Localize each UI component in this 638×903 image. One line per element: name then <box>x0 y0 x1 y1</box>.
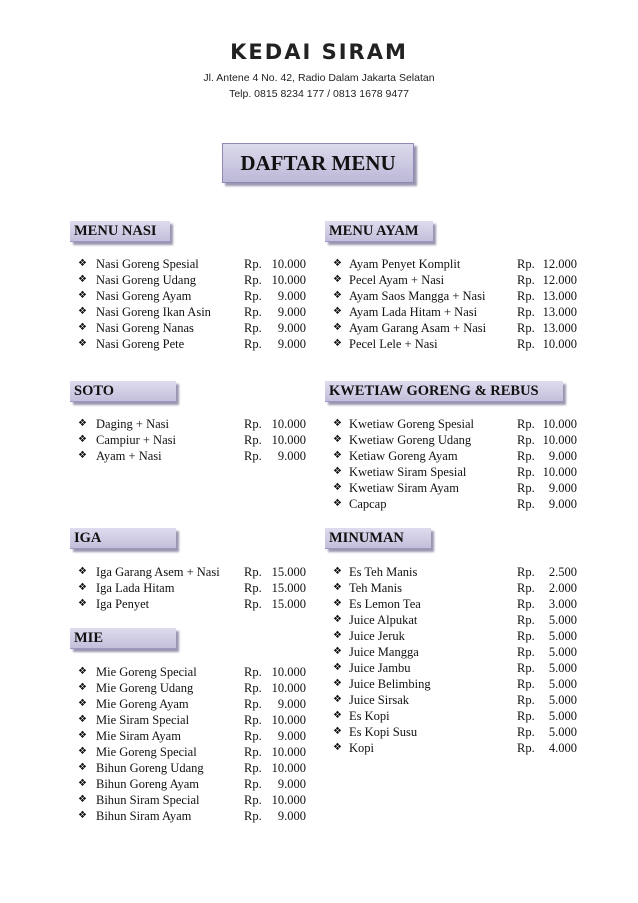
menu-item <box>78 256 306 272</box>
item-name: Juice Jambu <box>349 661 411 675</box>
restaurant-name: KEDAI SIRAM <box>230 40 408 64</box>
menu-item <box>78 680 306 696</box>
currency-label: Rp. <box>517 433 535 447</box>
item-name: Nasi Goreng Udang <box>96 273 196 287</box>
item-name: Juice Mangga <box>349 645 419 659</box>
menu-item <box>78 448 306 464</box>
menu-item <box>333 692 577 708</box>
item-name: Teh Manis <box>349 581 402 595</box>
currency-label: Rp. <box>244 713 262 727</box>
currency-label: Rp. <box>244 729 262 743</box>
item-name: Nasi Goreng Spesial <box>96 257 199 271</box>
item-price: 10.000 <box>542 433 577 447</box>
menu-item <box>78 416 306 432</box>
bullet-icon: ❖ <box>78 794 87 805</box>
currency-label: Rp. <box>244 289 262 303</box>
menu-item <box>78 288 306 304</box>
item-price: 15.000 <box>271 565 306 579</box>
menu-item <box>78 580 306 596</box>
item-name: Nasi Goreng Pete <box>96 337 185 351</box>
item-price: 9.000 <box>548 481 577 495</box>
item-price: 10.000 <box>271 761 306 775</box>
bullet-icon: ❖ <box>78 290 87 301</box>
bullet-icon: ❖ <box>78 746 87 757</box>
item-price: 10.000 <box>542 417 577 431</box>
item-price: 2.500 <box>548 565 577 579</box>
menu-item <box>78 272 306 288</box>
bullet-icon: ❖ <box>78 258 87 269</box>
item-price: 5.000 <box>548 661 577 675</box>
item-price: 2.000 <box>548 581 577 595</box>
bullet-icon: ❖ <box>78 698 87 709</box>
iga-list <box>78 564 306 612</box>
item-name: Ayam Penyet Komplit <box>349 257 461 271</box>
bullet-icon: ❖ <box>78 666 87 677</box>
bullet-icon: ❖ <box>333 662 342 673</box>
item-price: 10.000 <box>271 417 306 431</box>
menu-item <box>333 564 577 580</box>
item-name: Mie Siram Ayam <box>96 729 181 743</box>
currency-label: Rp. <box>244 809 262 823</box>
bullet-icon: ❖ <box>333 306 342 317</box>
phone-line: Telp. 0815 8234 177 / 0813 1678 9477 <box>229 88 409 100</box>
item-name: Juice Belimbing <box>349 677 431 691</box>
bullet-icon: ❖ <box>78 730 87 741</box>
item-price: 9.000 <box>277 305 306 319</box>
menu-item <box>78 760 306 776</box>
menu-item <box>333 448 577 464</box>
currency-label: Rp. <box>244 449 262 463</box>
item-name: Mie Goreng Special <box>96 745 197 759</box>
menu-item <box>78 596 306 612</box>
currency-label: Rp. <box>517 565 535 579</box>
item-name: Nasi Goreng Ikan Asin <box>96 305 211 319</box>
currency-label: Rp. <box>517 465 535 479</box>
bullet-icon: ❖ <box>333 482 342 493</box>
item-name: Mie Goreng Ayam <box>96 697 189 711</box>
menu-title-banner: DAFTAR MENU <box>222 143 414 183</box>
bullet-icon: ❖ <box>333 614 342 625</box>
item-price: 5.000 <box>548 725 577 739</box>
bullet-icon: ❖ <box>333 434 342 445</box>
item-price: 9.000 <box>277 337 306 351</box>
item-price: 10.000 <box>271 793 306 807</box>
currency-label: Rp. <box>517 597 535 611</box>
currency-label: Rp. <box>244 337 262 351</box>
currency-label: Rp. <box>517 337 535 351</box>
menu-item <box>333 256 577 272</box>
item-price: 3.000 <box>548 597 577 611</box>
menu-item <box>333 272 577 288</box>
menu-item <box>333 628 577 644</box>
menu-item <box>333 708 577 724</box>
currency-label: Rp. <box>244 433 262 447</box>
item-name: Campiur + Nasi <box>96 433 176 447</box>
soto-list <box>78 416 306 464</box>
bullet-icon: ❖ <box>78 322 87 333</box>
item-name: Juice Sirsak <box>349 693 410 707</box>
currency-label: Rp. <box>517 273 535 287</box>
item-price: 13.000 <box>542 305 577 319</box>
item-price: 10.000 <box>542 465 577 479</box>
item-name: Kwetiaw Goreng Udang <box>349 433 472 447</box>
bullet-icon: ❖ <box>333 582 342 593</box>
item-price: 5.000 <box>548 677 577 691</box>
mie-list <box>78 664 306 824</box>
menu-item <box>78 432 306 448</box>
item-price: 15.000 <box>271 581 306 595</box>
item-price: 5.000 <box>548 645 577 659</box>
menu-item <box>333 612 577 628</box>
bullet-icon: ❖ <box>333 726 342 737</box>
menu-item <box>78 304 306 320</box>
currency-label: Rp. <box>517 629 535 643</box>
currency-label: Rp. <box>244 665 262 679</box>
item-name: Kwetiaw Siram Ayam <box>349 481 459 495</box>
bullet-icon: ❖ <box>333 742 342 753</box>
bullet-icon: ❖ <box>333 598 342 609</box>
item-name: Nasi Goreng Ayam <box>96 289 192 303</box>
item-name: Bihun Goreng Udang <box>96 761 204 775</box>
menu-item <box>78 792 306 808</box>
bullet-icon: ❖ <box>78 762 87 773</box>
item-name: Bihun Siram Ayam <box>96 809 192 823</box>
currency-label: Rp. <box>517 661 535 675</box>
item-name: Kopi <box>349 741 374 755</box>
currency-label: Rp. <box>244 761 262 775</box>
bullet-icon: ❖ <box>333 646 342 657</box>
menu-item <box>333 416 577 432</box>
item-name: Daging + Nasi <box>96 417 170 431</box>
currency-label: Rp. <box>517 693 535 707</box>
item-name: Juice Jeruk <box>349 629 405 643</box>
bullet-icon: ❖ <box>78 274 87 285</box>
bullet-icon: ❖ <box>78 714 87 725</box>
item-name: Mie Goreng Special <box>96 665 197 679</box>
item-name: Es Lemon Tea <box>349 597 421 611</box>
menu-nasi-list <box>78 256 306 352</box>
section-header-menu-ayam: MENU AYAM <box>325 221 433 242</box>
currency-label: Rp. <box>244 273 262 287</box>
item-price: 10.000 <box>271 713 306 727</box>
item-name: Es Teh Manis <box>349 565 418 579</box>
menu-item <box>333 336 577 352</box>
bullet-icon: ❖ <box>333 450 342 461</box>
item-price: 5.000 <box>548 709 577 723</box>
menu-item <box>78 664 306 680</box>
currency-label: Rp. <box>244 681 262 695</box>
item-price: 5.000 <box>548 629 577 643</box>
minuman-list <box>333 564 577 756</box>
bullet-icon: ❖ <box>333 566 342 577</box>
item-name: Iga Garang Asem + Nasi <box>96 565 220 579</box>
currency-label: Rp. <box>517 305 535 319</box>
currency-label: Rp. <box>244 257 262 271</box>
currency-label: Rp. <box>517 581 535 595</box>
item-name: Iga Penyet <box>96 597 150 611</box>
item-price: 9.000 <box>277 289 306 303</box>
menu-item <box>333 464 577 480</box>
item-name: Es Kopi <box>349 709 390 723</box>
item-price: 10.000 <box>542 337 577 351</box>
item-price: 4.000 <box>548 741 577 755</box>
item-price: 12.000 <box>542 273 577 287</box>
item-name: Bihun Siram Special <box>96 793 200 807</box>
item-price: 13.000 <box>542 289 577 303</box>
bullet-icon: ❖ <box>78 810 87 821</box>
section-header-minuman: MINUMAN <box>325 528 431 549</box>
menu-item <box>333 432 577 448</box>
bullet-icon: ❖ <box>78 306 87 317</box>
menu-item <box>78 744 306 760</box>
item-price: 10.000 <box>271 665 306 679</box>
currency-label: Rp. <box>517 497 535 511</box>
bullet-icon: ❖ <box>78 598 87 609</box>
menu-item <box>78 712 306 728</box>
menu-item <box>78 320 306 336</box>
currency-label: Rp. <box>517 645 535 659</box>
currency-label: Rp. <box>517 321 535 335</box>
currency-label: Rp. <box>517 677 535 691</box>
item-name: Pecel Lele + Nasi <box>349 337 438 351</box>
currency-label: Rp. <box>517 741 535 755</box>
currency-label: Rp. <box>244 697 262 711</box>
address-line: Jl. Antene 4 No. 42, Radio Dalam Jakarta Selatan <box>203 72 435 84</box>
bullet-icon: ❖ <box>78 434 87 445</box>
item-price: 9.000 <box>277 729 306 743</box>
menu-item <box>333 676 577 692</box>
currency-label: Rp. <box>244 305 262 319</box>
menu-item <box>333 580 577 596</box>
currency-label: Rp. <box>244 417 262 431</box>
kwetiaw-list <box>333 416 577 512</box>
menu-item <box>333 596 577 612</box>
currency-label: Rp. <box>244 581 262 595</box>
item-price: 5.000 <box>548 613 577 627</box>
menu-item <box>333 304 577 320</box>
menu-item <box>333 724 577 740</box>
bullet-icon: ❖ <box>78 682 87 693</box>
currency-label: Rp. <box>244 745 262 759</box>
section-header-kwetiaw: KWETIAW GORENG & REBUS <box>325 381 563 402</box>
currency-label: Rp. <box>244 565 262 579</box>
bullet-icon: ❖ <box>333 418 342 429</box>
bullet-icon: ❖ <box>333 274 342 285</box>
item-name: Iga Lada Hitam <box>96 581 175 595</box>
item-price: 10.000 <box>271 681 306 695</box>
item-price: 9.000 <box>277 449 306 463</box>
currency-label: Rp. <box>244 321 262 335</box>
item-name: Juice Alpukat <box>349 613 418 627</box>
item-price: 12.000 <box>542 257 577 271</box>
section-header-mie: MIE <box>70 628 176 649</box>
section-header-menu-nasi: MENU NASI <box>70 221 170 242</box>
currency-label: Rp. <box>517 613 535 627</box>
item-name: Ayam Garang Asam + Nasi <box>349 321 487 335</box>
item-name: Ayam Saos Mangga + Nasi <box>349 289 486 303</box>
item-name: Kwetiaw Goreng Spesial <box>349 417 474 431</box>
menu-item <box>333 480 577 496</box>
menu-item <box>333 496 577 512</box>
bullet-icon: ❖ <box>333 466 342 477</box>
menu-item <box>78 696 306 712</box>
item-price: 9.000 <box>277 321 306 335</box>
menu-item <box>333 320 577 336</box>
menu-item <box>333 644 577 660</box>
bullet-icon: ❖ <box>333 694 342 705</box>
item-price: 15.000 <box>271 597 306 611</box>
currency-label: Rp. <box>517 449 535 463</box>
item-name: Ayam Lada Hitam + Nasi <box>349 305 478 319</box>
item-price: 10.000 <box>271 745 306 759</box>
currency-label: Rp. <box>517 725 535 739</box>
bullet-icon: ❖ <box>78 582 87 593</box>
currency-label: Rp. <box>517 417 535 431</box>
bullet-icon: ❖ <box>333 258 342 269</box>
currency-label: Rp. <box>517 257 535 271</box>
menu-item <box>333 740 577 756</box>
item-price: 9.000 <box>277 777 306 791</box>
item-price: 10.000 <box>271 273 306 287</box>
item-price: 10.000 <box>271 433 306 447</box>
currency-label: Rp. <box>244 777 262 791</box>
menu-item <box>333 288 577 304</box>
bullet-icon: ❖ <box>333 338 342 349</box>
menu-item <box>333 660 577 676</box>
menu-item <box>78 808 306 824</box>
bullet-icon: ❖ <box>78 338 87 349</box>
item-name: Ketiaw Goreng Ayam <box>349 449 458 463</box>
item-price: 13.000 <box>542 321 577 335</box>
item-name: Capcap <box>349 497 387 511</box>
currency-label: Rp. <box>517 709 535 723</box>
bullet-icon: ❖ <box>333 710 342 721</box>
menu-item <box>78 336 306 352</box>
currency-label: Rp. <box>517 481 535 495</box>
item-name: Es Kopi Susu <box>349 725 418 739</box>
bullet-icon: ❖ <box>333 322 342 333</box>
bullet-icon: ❖ <box>78 778 87 789</box>
menu-ayam-list <box>333 256 577 352</box>
item-name: Ayam + Nasi <box>96 449 162 463</box>
item-name: Pecel Ayam + Nasi <box>349 273 445 287</box>
bullet-icon: ❖ <box>78 450 87 461</box>
section-header-iga: IGA <box>70 528 176 549</box>
item-name: Mie Siram Special <box>96 713 190 727</box>
item-price: 9.000 <box>277 809 306 823</box>
item-name: Bihun Goreng Ayam <box>96 777 200 791</box>
menu-item <box>78 564 306 580</box>
bullet-icon: ❖ <box>78 566 87 577</box>
item-name: Kwetiaw Siram Spesial <box>349 465 467 479</box>
section-header-soto: SOTO <box>70 381 176 402</box>
menu-item <box>78 776 306 792</box>
item-price: 9.000 <box>277 697 306 711</box>
item-price: 9.000 <box>548 449 577 463</box>
currency-label: Rp. <box>244 793 262 807</box>
item-name: Mie Goreng Udang <box>96 681 194 695</box>
bullet-icon: ❖ <box>78 418 87 429</box>
item-name: Nasi Goreng Nanas <box>96 321 194 335</box>
bullet-icon: ❖ <box>333 630 342 641</box>
currency-label: Rp. <box>244 597 262 611</box>
item-price: 9.000 <box>548 497 577 511</box>
currency-label: Rp. <box>517 289 535 303</box>
item-price: 5.000 <box>548 693 577 707</box>
menu-item <box>78 728 306 744</box>
bullet-icon: ❖ <box>333 290 342 301</box>
bullet-icon: ❖ <box>333 678 342 689</box>
bullet-icon: ❖ <box>333 498 342 509</box>
item-price: 10.000 <box>271 257 306 271</box>
